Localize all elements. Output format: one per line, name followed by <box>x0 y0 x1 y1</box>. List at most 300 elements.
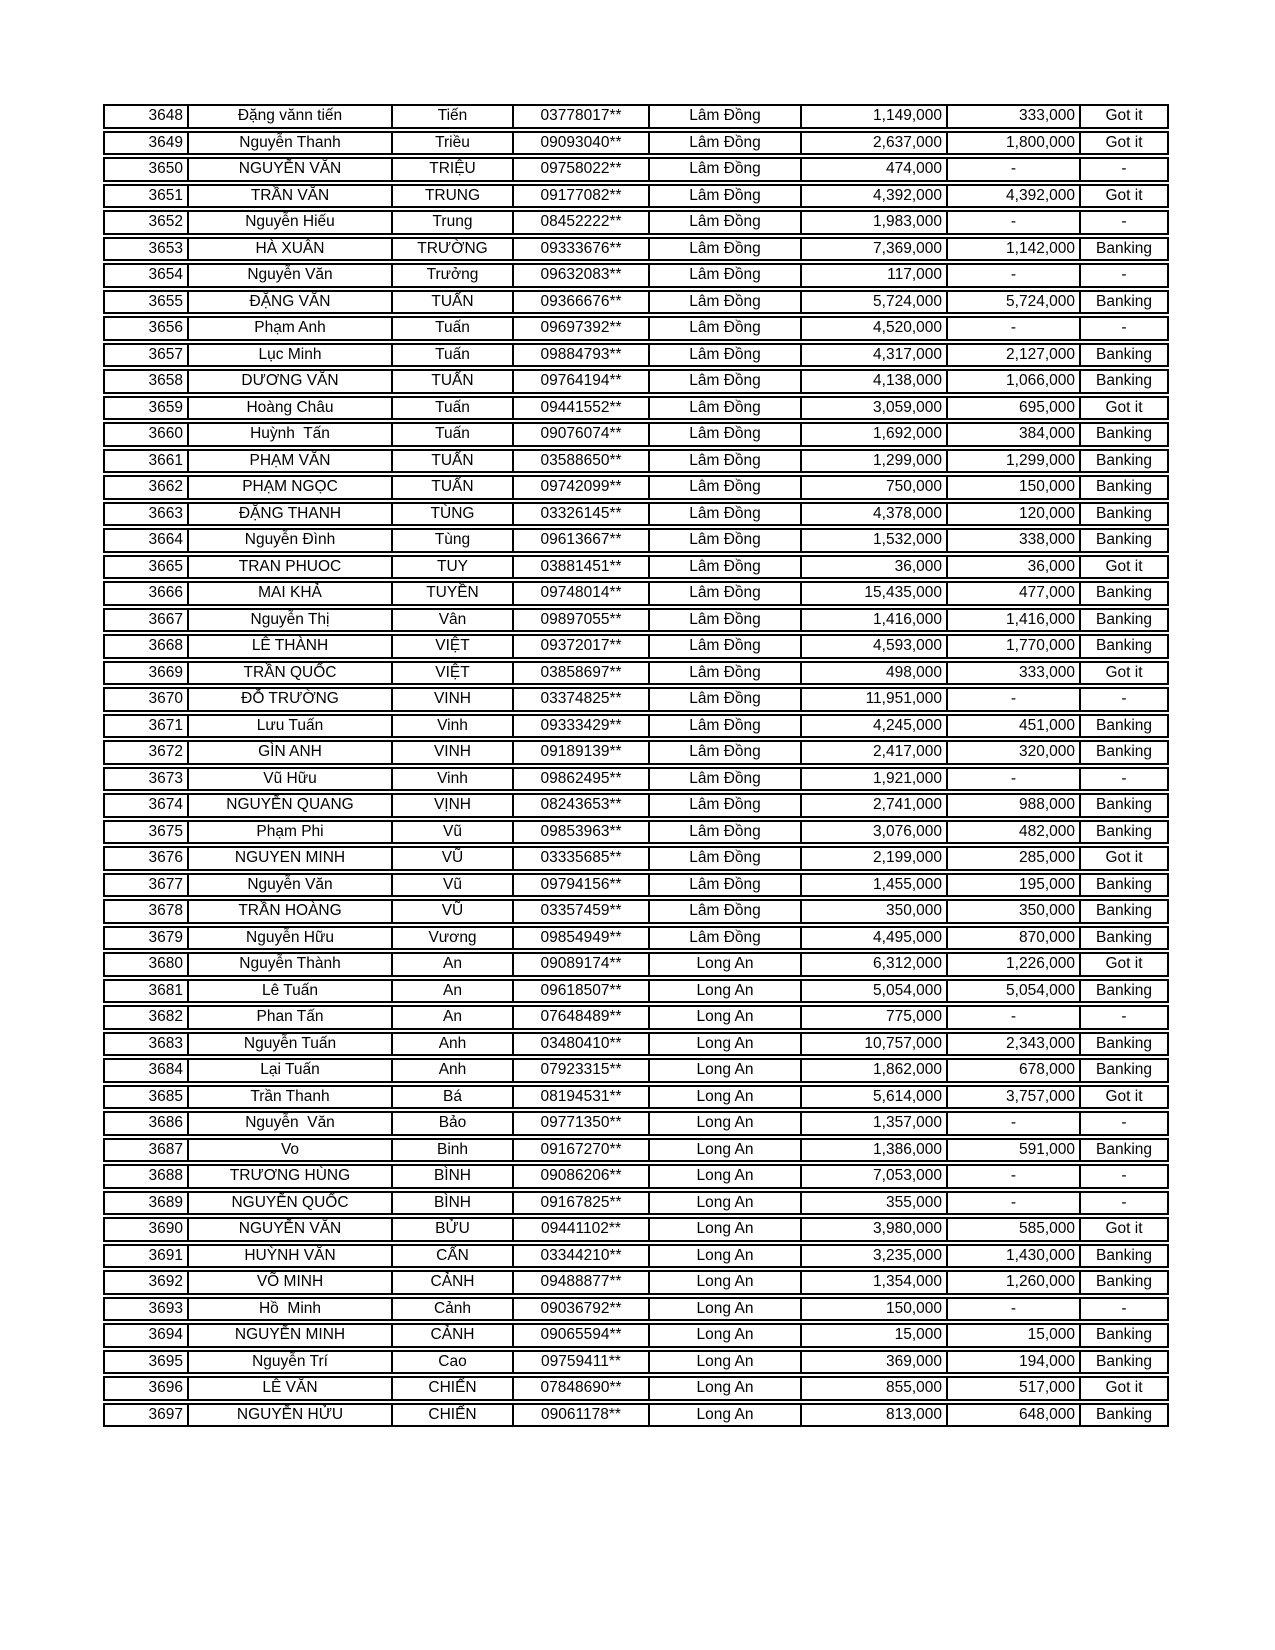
cell-status: Banking <box>1079 528 1169 553</box>
cell-phone-masked: 09167270** <box>512 1138 648 1163</box>
cell-amount-paid: 1,800,000 <box>946 131 1079 156</box>
cell-status: Banking <box>1079 634 1169 659</box>
cell-amount-paid: 5,054,000 <box>946 979 1079 1004</box>
cell-status: Got it <box>1079 555 1169 580</box>
cell-amount-paid: - <box>946 1191 1079 1216</box>
cell-phone-masked: 03335685** <box>512 846 648 871</box>
cell-no: 3652 <box>103 210 187 235</box>
cell-phone-masked: 09086206** <box>512 1164 648 1189</box>
table-row <box>103 952 1169 977</box>
cell-phone-masked: 09697392** <box>512 316 648 341</box>
cell-status: - <box>1079 767 1169 792</box>
cell-phone-masked: 03480410** <box>512 1032 648 1057</box>
cell-status: Banking <box>1079 1032 1169 1057</box>
cell-no: 3667 <box>103 608 187 633</box>
cell-amount-paid: 451,000 <box>946 714 1079 739</box>
cell-phone-masked: 03344210** <box>512 1244 648 1269</box>
cell-amount-total: 150,000 <box>800 1297 946 1322</box>
cell-status: Banking <box>1079 1403 1169 1428</box>
cell-last-name: Vân <box>391 608 512 633</box>
cell-amount-paid: 988,000 <box>946 793 1079 818</box>
table-row <box>103 104 1169 129</box>
cell-province: Long An <box>648 1032 800 1057</box>
cell-phone-masked: 09759411** <box>512 1350 648 1375</box>
cell-status: Got it <box>1079 846 1169 871</box>
cell-status: Got it <box>1079 184 1169 209</box>
table-row <box>103 210 1169 235</box>
cell-amount-total: 117,000 <box>800 263 946 288</box>
cell-no: 3684 <box>103 1058 187 1083</box>
cell-province: Lâm Đồng <box>648 396 800 421</box>
cell-no: 3661 <box>103 449 187 474</box>
cell-first-name: Vũ Hữu <box>187 767 391 792</box>
cell-amount-paid: 1,260,000 <box>946 1270 1079 1295</box>
table-row <box>103 740 1169 765</box>
cell-last-name: Tiến <box>391 104 512 129</box>
cell-province: Lâm Đồng <box>648 873 800 898</box>
cell-amount-total: 1,532,000 <box>800 528 946 553</box>
cell-amount-paid: 36,000 <box>946 555 1079 580</box>
table-row <box>103 820 1169 845</box>
cell-province: Lâm Đồng <box>648 104 800 129</box>
cell-phone-masked: 09167825** <box>512 1191 648 1216</box>
cell-amount-total: 4,593,000 <box>800 634 946 659</box>
table-row <box>103 1270 1169 1295</box>
cell-no: 3685 <box>103 1085 187 1110</box>
cell-province: Lâm Đồng <box>648 767 800 792</box>
cell-first-name: HÀ XUÂN <box>187 237 391 262</box>
cell-amount-paid: 285,000 <box>946 846 1079 871</box>
cell-first-name: TRƯƠNG HÙNG <box>187 1164 391 1189</box>
cell-province: Lâm Đồng <box>648 343 800 368</box>
cell-province: Long An <box>648 1058 800 1083</box>
cell-status: - <box>1079 1111 1169 1136</box>
cell-status: Banking <box>1079 449 1169 474</box>
table-row <box>103 449 1169 474</box>
cell-first-name: ĐẶNG VĂN <box>187 290 391 315</box>
table-row <box>103 475 1169 500</box>
cell-amount-paid: 338,000 <box>946 528 1079 553</box>
cell-first-name: NGUYỄN VĂN <box>187 157 391 182</box>
cell-status: - <box>1079 1297 1169 1322</box>
cell-amount-paid: 482,000 <box>946 820 1079 845</box>
cell-last-name: Bảo <box>391 1111 512 1136</box>
cell-province: Lâm Đồng <box>648 502 800 527</box>
cell-amount-total: 11,951,000 <box>800 687 946 712</box>
cell-last-name: Anh <box>391 1032 512 1057</box>
cell-last-name: An <box>391 979 512 1004</box>
cell-first-name: MAI KHẢ <box>187 581 391 606</box>
cell-province: Long An <box>648 1164 800 1189</box>
cell-province: Lâm Đồng <box>648 846 800 871</box>
cell-amount-total: 7,053,000 <box>800 1164 946 1189</box>
table-row <box>103 528 1169 553</box>
cell-status: - <box>1079 1005 1169 1030</box>
cell-province: Lâm Đồng <box>648 475 800 500</box>
cell-phone-masked: 03858697** <box>512 661 648 686</box>
cell-no: 3692 <box>103 1270 187 1295</box>
cell-last-name: CẤN <box>391 1244 512 1269</box>
cell-no: 3659 <box>103 396 187 421</box>
cell-first-name: Nguyễn Đình <box>187 528 391 553</box>
table-row <box>103 1085 1169 1110</box>
cell-phone-masked: 09065594** <box>512 1323 648 1348</box>
cell-amount-paid: 5,724,000 <box>946 290 1079 315</box>
cell-phone-masked: 09177082** <box>512 184 648 209</box>
cell-status: - <box>1079 316 1169 341</box>
cell-first-name: NGUYỄN QUỐC <box>187 1191 391 1216</box>
table-row <box>103 846 1169 871</box>
table-row <box>103 687 1169 712</box>
cell-status: Got it <box>1079 1376 1169 1401</box>
cell-province: Lâm Đồng <box>648 369 800 394</box>
cell-province: Long An <box>648 1244 800 1269</box>
cell-amount-total: 855,000 <box>800 1376 946 1401</box>
table-row <box>103 422 1169 447</box>
cell-last-name: TUY <box>391 555 512 580</box>
cell-last-name: Cảnh <box>391 1297 512 1322</box>
table-row <box>103 396 1169 421</box>
cell-phone-masked: 09862495** <box>512 767 648 792</box>
cell-amount-paid: - <box>946 1297 1079 1322</box>
cell-amount-paid: - <box>946 1111 1079 1136</box>
cell-province: Lâm Đồng <box>648 581 800 606</box>
cell-last-name: Tuấn <box>391 396 512 421</box>
cell-no: 3656 <box>103 316 187 341</box>
cell-phone-masked: 09854949** <box>512 926 648 951</box>
cell-province: Long An <box>648 1297 800 1322</box>
cell-amount-total: 4,495,000 <box>800 926 946 951</box>
cell-amount-total: 1,921,000 <box>800 767 946 792</box>
cell-status: - <box>1079 263 1169 288</box>
cell-phone-masked: 08194531** <box>512 1085 648 1110</box>
table-row <box>103 1111 1169 1136</box>
cell-amount-paid: 1,430,000 <box>946 1244 1079 1269</box>
cell-status: Banking <box>1079 237 1169 262</box>
cell-amount-total: 4,317,000 <box>800 343 946 368</box>
cell-first-name: ĐẶNG THANH <box>187 502 391 527</box>
cell-status: - <box>1079 1191 1169 1216</box>
cell-amount-paid: 120,000 <box>946 502 1079 527</box>
cell-amount-total: 15,000 <box>800 1323 946 1348</box>
table-row <box>103 979 1169 1004</box>
cell-no: 3695 <box>103 1350 187 1375</box>
cell-amount-paid: 350,000 <box>946 899 1079 924</box>
cell-no: 3655 <box>103 290 187 315</box>
table-row <box>103 899 1169 924</box>
cell-amount-total: 4,392,000 <box>800 184 946 209</box>
cell-no: 3650 <box>103 157 187 182</box>
cell-phone-masked: 03588650** <box>512 449 648 474</box>
cell-no: 3675 <box>103 820 187 845</box>
cell-last-name: Trung <box>391 210 512 235</box>
cell-first-name: TRẦN QUỐC <box>187 661 391 686</box>
cell-status: Got it <box>1079 952 1169 977</box>
cell-province: Long An <box>648 1217 800 1242</box>
cell-amount-total: 2,417,000 <box>800 740 946 765</box>
table-row <box>103 157 1169 182</box>
cell-phone-masked: 09366676** <box>512 290 648 315</box>
cell-first-name: Nguyễn Thị <box>187 608 391 633</box>
cell-amount-total: 750,000 <box>800 475 946 500</box>
cell-status: - <box>1079 1164 1169 1189</box>
cell-last-name: Binh <box>391 1138 512 1163</box>
cell-amount-paid: 333,000 <box>946 104 1079 129</box>
table-row <box>103 873 1169 898</box>
cell-no: 3687 <box>103 1138 187 1163</box>
cell-first-name: Nguyễn Tuấn <box>187 1032 391 1057</box>
cell-no: 3688 <box>103 1164 187 1189</box>
cell-no: 3694 <box>103 1323 187 1348</box>
cell-first-name: NGUYỄN HỬU <box>187 1403 391 1428</box>
cell-last-name: Tuấn <box>391 422 512 447</box>
cell-last-name: TRUNG <box>391 184 512 209</box>
table-row <box>103 263 1169 288</box>
cell-phone-masked: 09189139** <box>512 740 648 765</box>
cell-province: Lâm Đồng <box>648 714 800 739</box>
cell-last-name: Vũ <box>391 820 512 845</box>
cell-province: Lâm Đồng <box>648 687 800 712</box>
cell-no: 3664 <box>103 528 187 553</box>
cell-first-name: TRẦN VĂN <box>187 184 391 209</box>
cell-no: 3690 <box>103 1217 187 1242</box>
cell-phone-masked: 09794156** <box>512 873 648 898</box>
cell-last-name: An <box>391 1005 512 1030</box>
table-row <box>103 237 1169 262</box>
cell-last-name: TUYỀN <box>391 581 512 606</box>
cell-no: 3679 <box>103 926 187 951</box>
cell-amount-total: 3,059,000 <box>800 396 946 421</box>
cell-last-name: TUẤN <box>391 475 512 500</box>
cell-amount-paid: - <box>946 1164 1079 1189</box>
cell-no: 3657 <box>103 343 187 368</box>
cell-no: 3681 <box>103 979 187 1004</box>
cell-first-name: Nguyễn Hữu <box>187 926 391 951</box>
cell-amount-total: 1,416,000 <box>800 608 946 633</box>
cell-status: Banking <box>1079 581 1169 606</box>
table-row <box>103 767 1169 792</box>
cell-first-name: Phạm Phi <box>187 820 391 845</box>
cell-amount-total: 498,000 <box>800 661 946 686</box>
cell-status: - <box>1079 210 1169 235</box>
cell-amount-paid: - <box>946 1005 1079 1030</box>
table-row <box>103 316 1169 341</box>
cell-status: Got it <box>1079 131 1169 156</box>
cell-province: Long An <box>648 1111 800 1136</box>
cell-no: 3691 <box>103 1244 187 1269</box>
cell-amount-paid: 15,000 <box>946 1323 1079 1348</box>
cell-first-name: TRAN PHUOC <box>187 555 391 580</box>
cell-phone-masked: 09488877** <box>512 1270 648 1295</box>
table-row <box>103 555 1169 580</box>
cell-no: 3673 <box>103 767 187 792</box>
cell-no: 3660 <box>103 422 187 447</box>
table-row <box>103 1350 1169 1375</box>
cell-last-name: Cao <box>391 1350 512 1375</box>
cell-phone-masked: 09613667** <box>512 528 648 553</box>
cell-amount-paid: 477,000 <box>946 581 1079 606</box>
cell-first-name: PHẠM VĂN <box>187 449 391 474</box>
cell-last-name: CHIẾN <box>391 1376 512 1401</box>
cell-amount-paid: 150,000 <box>946 475 1079 500</box>
cell-last-name: VIỆT <box>391 661 512 686</box>
cell-phone-masked: 09372017** <box>512 634 648 659</box>
cell-province: Lâm Đồng <box>648 793 800 818</box>
table-row <box>103 1138 1169 1163</box>
table-row <box>103 1244 1169 1269</box>
cell-last-name: VŨ <box>391 899 512 924</box>
cell-province: Lâm Đồng <box>648 290 800 315</box>
cell-no: 3671 <box>103 714 187 739</box>
cell-no: 3668 <box>103 634 187 659</box>
cell-amount-paid: - <box>946 157 1079 182</box>
cell-province: Long An <box>648 1403 800 1428</box>
table-row <box>103 131 1169 156</box>
cell-first-name: HUỲNH VĂN <box>187 1244 391 1269</box>
cell-first-name: Nguyễn Thanh <box>187 131 391 156</box>
cell-amount-paid: 1,416,000 <box>946 608 1079 633</box>
cell-status: - <box>1079 157 1169 182</box>
table-row <box>103 1058 1169 1083</box>
cell-province: Lâm Đồng <box>648 131 800 156</box>
cell-phone-masked: 03357459** <box>512 899 648 924</box>
cell-no: 3662 <box>103 475 187 500</box>
cell-status: Banking <box>1079 1244 1169 1269</box>
cell-no: 3654 <box>103 263 187 288</box>
cell-last-name: Vương <box>391 926 512 951</box>
cell-phone-masked: 09771350** <box>512 1111 648 1136</box>
cell-status: - <box>1079 687 1169 712</box>
cell-amount-total: 4,520,000 <box>800 316 946 341</box>
table-row <box>103 1323 1169 1348</box>
table-row <box>103 634 1169 659</box>
cell-phone-masked: 09441552** <box>512 396 648 421</box>
cell-first-name: TRẦN HOÀNG <box>187 899 391 924</box>
cell-phone-masked: 09618507** <box>512 979 648 1004</box>
cell-first-name: Huỳnh Tấn <box>187 422 391 447</box>
cell-amount-paid: - <box>946 767 1079 792</box>
cell-amount-total: 36,000 <box>800 555 946 580</box>
ledger-table-body <box>103 104 1169 1427</box>
cell-first-name: Đặng vănn tiến <box>187 104 391 129</box>
cell-status: Banking <box>1079 820 1169 845</box>
cell-no: 3669 <box>103 661 187 686</box>
cell-phone-masked: 09742099** <box>512 475 648 500</box>
cell-status: Banking <box>1079 422 1169 447</box>
table-row <box>103 1164 1169 1189</box>
cell-last-name: CHIẾN <box>391 1403 512 1428</box>
cell-phone-masked: 09036792** <box>512 1297 648 1322</box>
cell-phone-masked: 03326145** <box>512 502 648 527</box>
cell-amount-total: 1,983,000 <box>800 210 946 235</box>
cell-province: Long An <box>648 979 800 1004</box>
cell-province: Lâm Đồng <box>648 237 800 262</box>
cell-phone-masked: 09061178** <box>512 1403 648 1428</box>
table-row <box>103 714 1169 739</box>
cell-province: Lâm Đồng <box>648 449 800 474</box>
cell-no: 3658 <box>103 369 187 394</box>
cell-no: 3649 <box>103 131 187 156</box>
cell-phone-masked: 09076074** <box>512 422 648 447</box>
table-row <box>103 793 1169 818</box>
cell-province: Long An <box>648 1350 800 1375</box>
cell-amount-total: 2,741,000 <box>800 793 946 818</box>
cell-province: Lâm Đồng <box>648 528 800 553</box>
cell-amount-paid: 591,000 <box>946 1138 1079 1163</box>
cell-first-name: DƯƠNG VĂN <box>187 369 391 394</box>
cell-amount-paid: 333,000 <box>946 661 1079 686</box>
cell-first-name: Hồ Minh <box>187 1297 391 1322</box>
cell-amount-total: 2,199,000 <box>800 846 946 871</box>
cell-amount-total: 7,369,000 <box>800 237 946 262</box>
cell-province: Lâm Đồng <box>648 210 800 235</box>
cell-amount-total: 474,000 <box>800 157 946 182</box>
cell-no: 3680 <box>103 952 187 977</box>
cell-first-name: ĐỖ TRƯỜNG <box>187 687 391 712</box>
cell-amount-paid: 1,226,000 <box>946 952 1079 977</box>
cell-amount-total: 10,757,000 <box>800 1032 946 1057</box>
cell-status: Got it <box>1079 1085 1169 1110</box>
cell-amount-total: 6,312,000 <box>800 952 946 977</box>
cell-phone-masked: 07848690** <box>512 1376 648 1401</box>
cell-province: Lâm Đồng <box>648 316 800 341</box>
cell-phone-masked: 09884793** <box>512 343 648 368</box>
cell-province: Lâm Đồng <box>648 661 800 686</box>
cell-no: 3672 <box>103 740 187 765</box>
donation-ledger-table <box>103 102 1169 1429</box>
table-row <box>103 369 1169 394</box>
cell-phone-masked: 09333429** <box>512 714 648 739</box>
cell-last-name: An <box>391 952 512 977</box>
cell-first-name: Lục Minh <box>187 343 391 368</box>
cell-no: 3678 <box>103 899 187 924</box>
cell-last-name: TRIỆU <box>391 157 512 182</box>
table-row <box>103 1403 1169 1428</box>
cell-last-name: Tuấn <box>391 316 512 341</box>
cell-phone-masked: 03374825** <box>512 687 648 712</box>
cell-last-name: Bá <box>391 1085 512 1110</box>
cell-amount-paid: 648,000 <box>946 1403 1079 1428</box>
cell-province: Lâm Đồng <box>648 263 800 288</box>
cell-first-name: Hoàng Châu <box>187 396 391 421</box>
cell-last-name: VŨ <box>391 846 512 871</box>
cell-amount-total: 3,076,000 <box>800 820 946 845</box>
cell-first-name: LÊ VĂN <box>187 1376 391 1401</box>
cell-last-name: VỊNH <box>391 793 512 818</box>
cell-phone-masked: 08452222** <box>512 210 648 235</box>
table-row <box>103 502 1169 527</box>
cell-amount-paid: 678,000 <box>946 1058 1079 1083</box>
cell-status: Banking <box>1079 608 1169 633</box>
cell-amount-total: 1,149,000 <box>800 104 946 129</box>
cell-status: Got it <box>1079 104 1169 129</box>
cell-first-name: Nguyễn Trí <box>187 1350 391 1375</box>
cell-no: 3689 <box>103 1191 187 1216</box>
cell-no: 3653 <box>103 237 187 262</box>
cell-amount-paid: 2,127,000 <box>946 343 1079 368</box>
cell-last-name: CẢNH <box>391 1323 512 1348</box>
cell-last-name: TÙNG <box>391 502 512 527</box>
cell-status: Got it <box>1079 396 1169 421</box>
cell-amount-total: 4,378,000 <box>800 502 946 527</box>
cell-last-name: CẢNH <box>391 1270 512 1295</box>
cell-first-name: Lại Tuấn <box>187 1058 391 1083</box>
table-row <box>103 184 1169 209</box>
cell-amount-paid: 1,770,000 <box>946 634 1079 659</box>
cell-province: Lâm Đồng <box>648 422 800 447</box>
cell-last-name: TUẤN <box>391 449 512 474</box>
cell-first-name: Nguyễn Văn <box>187 1111 391 1136</box>
